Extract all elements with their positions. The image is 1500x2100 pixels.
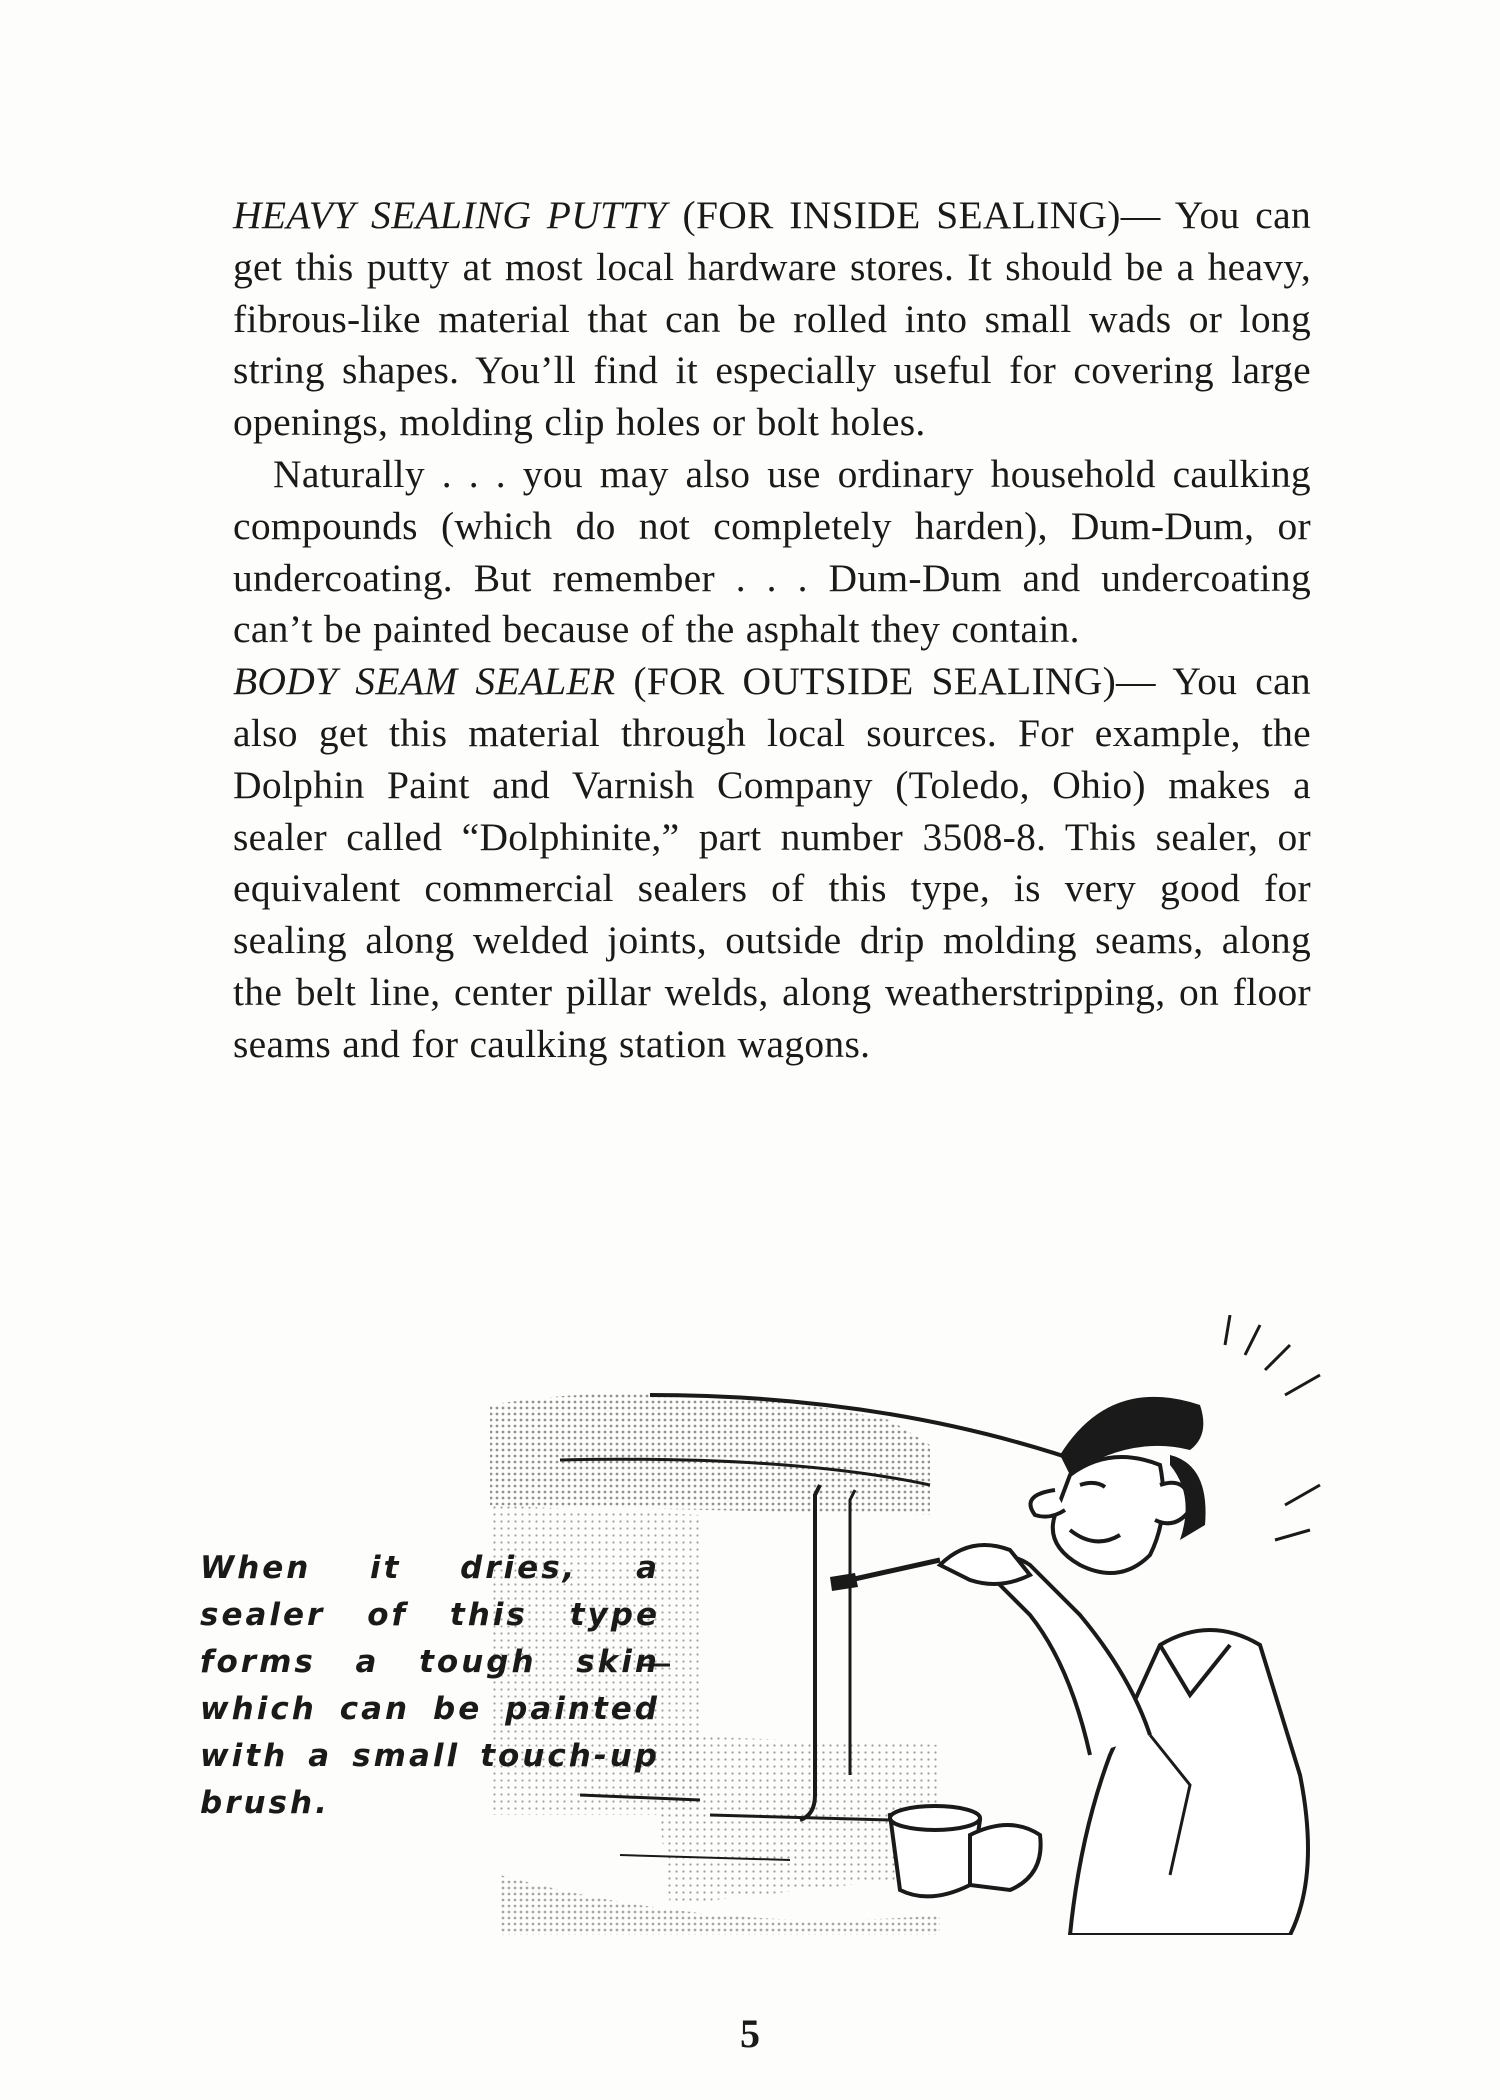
man-hand-holding-can <box>970 1825 1041 1890</box>
door-pillar-right <box>850 1490 855 1775</box>
body-text <box>233 190 1311 1071</box>
sealer-heading: BODY SEAM SEALER <box>233 659 616 704</box>
man-arm-raised <box>990 1557 1150 1755</box>
putty-body: You can get this putty at most local hardware stores. It should be a heavy, fibrous-like material that can be rolled into small wads or long string shapes. You’ll find it especially useful for covering large openings, molding clip holes or bolt holes. <box>233 193 1312 445</box>
sealer-subheading: (FOR OUTSIDE SEALING)— <box>633 659 1156 704</box>
man-face <box>1053 1457 1164 1573</box>
man-hand <box>940 1545 1030 1584</box>
brush-bristles <box>830 1573 858 1591</box>
sealer-paragraph <box>233 656 1311 1070</box>
putty-subheading: (FOR INSIDE SEALING)— <box>682 193 1161 237</box>
action-line <box>1245 1325 1260 1355</box>
man-nose <box>1031 1490 1066 1517</box>
naturally-paragraph: Naturally . . . you may also use ordinary household caulking compounds (which do not completely harden), Dum-Dum, or undercoating. But remember . . . Dum-Dum and undercoating can’t be painted because of the asphalt they contain. <box>233 451 1311 652</box>
brush-handle <box>850 1560 940 1580</box>
action-line <box>1285 1375 1320 1395</box>
action-line <box>1265 1345 1290 1370</box>
sealer-can-rim <box>890 1806 980 1830</box>
putty-paragraph <box>233 190 1311 449</box>
action-line <box>1285 1485 1320 1505</box>
putty-heading: HEAVY SEALING PUTTY <box>233 193 667 237</box>
illustration-caption: When it dries, a sealer of this type forms a tough skin which can be painted with a small touch-up brush. <box>200 1550 660 1821</box>
page-number: 5 <box>740 2011 760 2056</box>
action-line <box>1225 1315 1230 1345</box>
sealer-body: You can also get this material through local sources. For example, the Dolphin Paint and Varnish Company (Toledo, Ohio) makes a sealer called “Dolphinite,” part number 3508-8. This sealer, or equivalent commercial sealers of this type, is very good for sealing along welded joints, outside drip molding seams, along the belt line, center pillar welds, along weatherstripping, on floor seams and for caulking station wagons. <box>233 659 1311 1066</box>
action-line <box>1275 1530 1310 1540</box>
